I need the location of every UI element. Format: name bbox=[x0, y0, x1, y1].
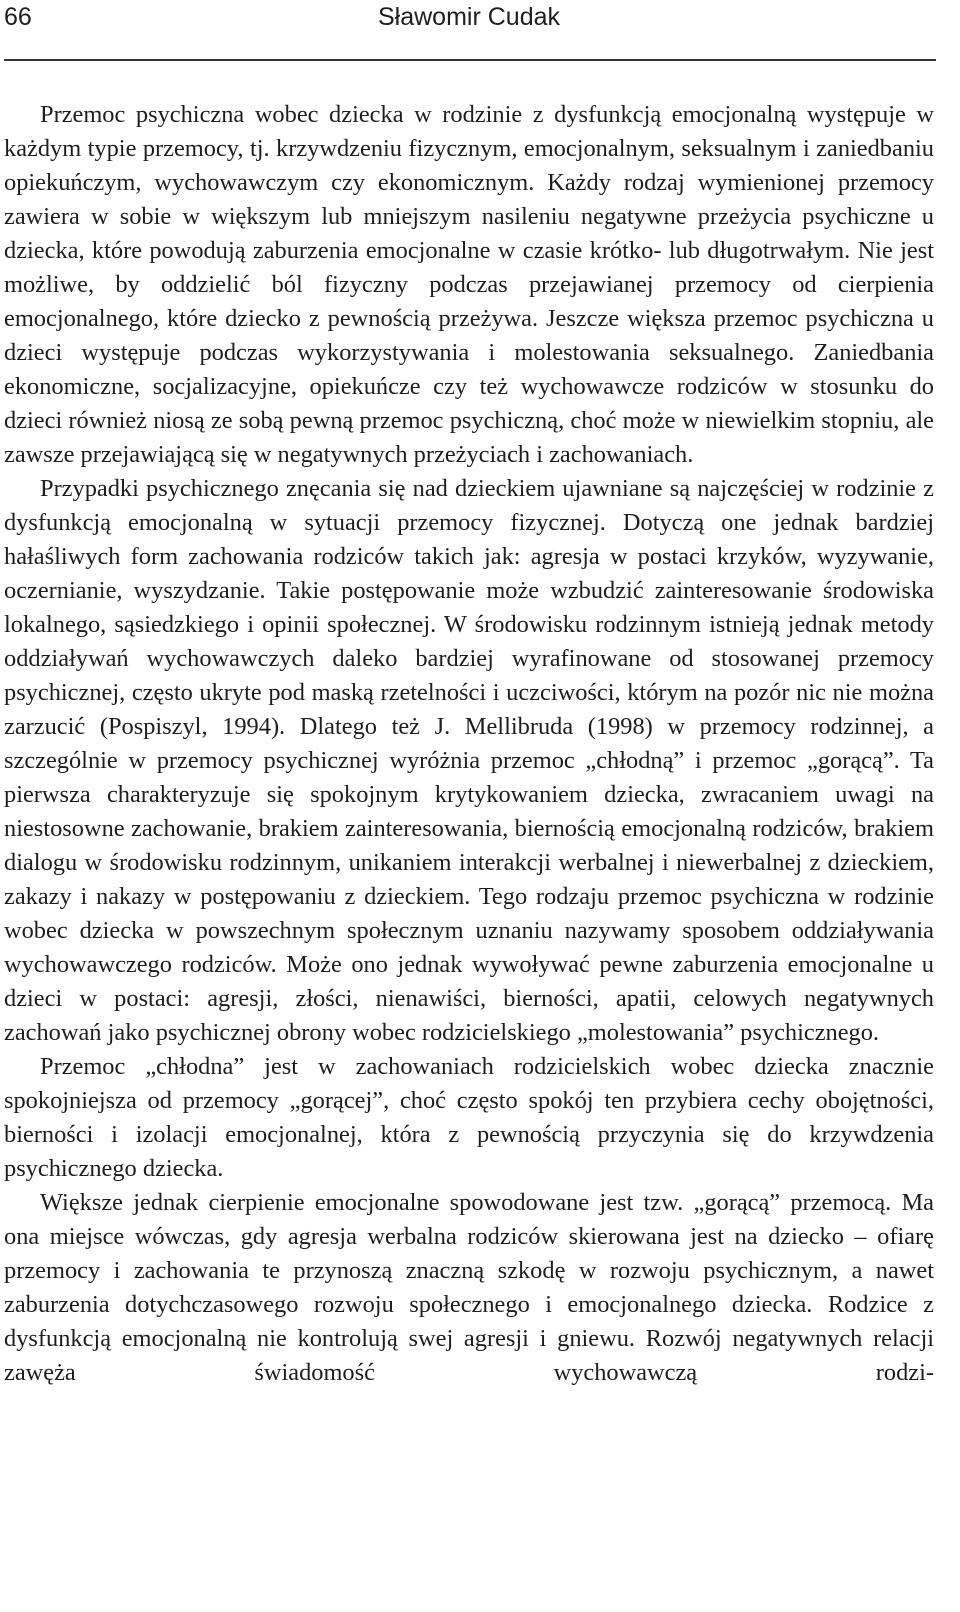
paragraph-3: Przemoc „chłodna” jest w zachowaniach rodzicielskich wobec dziecka znacznie spokojniejsza od przemocy „gorącej”, choć często spokój ten przybiera cechy obojętności, bierności i izolacji emocjonalnej, która z pewnością przyczynia się do krzywdzenia psychicznego dziecka. bbox=[4, 1053, 934, 1182]
paragraph-2: Przypadki psychicznego znęcania się nad dzieckiem ujawniane są najczęściej w rodzinie z dysfunkcją emocjonalną w sytuacji przemocy fizycznej. Dotyczą one jednak bardziej hałaśliwych form zachowania rodziców takich jak: agresja w postaci krzyków, wyzywanie, oczernianie, wyszydzanie. Takie postępowanie może wzbudzić zainteresowanie środowiska lokalnego, sąsiedzkiego i opinii społecznej. W środowisku rodzinnym istnieją jednak metody oddziaływań wychowawczych daleko bardziej wyrafinowane od stosowanej przemocy psychicznej, często ukryte pod maską rzetelności i uczciwości, którym na pozór nic nie można zarzucić (Pospiszyl, 1994). Dlatego też J. Mellibruda (1998) w przemocy rodzinnej, a szczególnie w przemocy psychicznej wyróżnia przemoc „chłodną” i przemoc „gorącą”. Ta pierwsza charakteryzuje się spokojnym krytykowaniem dziecka, zwracaniem uwagi na niestosowne zachowanie, brakiem zainteresowania, biernością emocjonalną rodziców, brakiem dialogu w środowisku rodzinnym, unikaniem interakcji werbalnej i niewerbalnej z dzieckiem, zakazy i nakazy w postępowaniu z dzieckiem. Tego rodzaju przemoc psychiczna w rodzinie wobec dziecka w powszechnym społecznym uznaniu nazywamy sposobem oddziaływania wychowawczego rodziców. Może ono jednak wywoływać pewne zaburzenia emocjonalne u dzieci w postaci: agresji, złości, nienawiści, bierności, apatii, celowych negatywnych zachowań jako psychicznej obrony wobec rodzicielskiego „molestowania” psychicznego. bbox=[4, 475, 934, 1046]
page-number: 66 bbox=[4, 3, 32, 31]
header-divider bbox=[4, 59, 936, 61]
paragraph-4: Większe jednak cierpienie emocjonalne spowodowane jest tzw. „gorącą” przemocą. Ma ona miejsce wówczas, gdy agresja werbalna rodziców skierowana jest na dziecko – ofiarę przemocy i zachowania te przynoszą znaczną szkodę w rozwoju psychicznym, a nawet zaburzenia dotychczasowego rozwoju społecznego i emocjonalnego dziecka. Rodzice z dysfunkcją emocjonalną nie kontrolują swej agresji i gniewu. Rozwój negatywnych relacji zawęża świadomość wychowawczą rodzi- bbox=[4, 1189, 934, 1386]
page-header bbox=[0, 0, 940, 40]
running-head-author: Sławomir Cudak bbox=[378, 3, 561, 31]
paragraph-1: Przemoc psychiczna wobec dziecka w rodzinie z dysfunkcją emocjonalną występuje w każdym typie przemocy, tj. krzywdzeniu fizycznym, emocjonalnym, seksualnym i zaniedbaniu opiekuńczym, wychowawczym czy ekonomicznym. Każdy rodzaj wymienionej przemocy zawiera w sobie w większym lub mniejszym nasileniu negatywne przeżycia psychiczne u dziecka, które powodują zaburzenia emocjonalne w czasie krótko- lub długotrwałym. Nie jest możliwe, by oddzielić ból fizyczny podczas przejawianej przemocy od cierpienia emocjonalnego, które dziecko z pewnością przeżywa. Jeszcze większa przemoc psychiczna u dzieci występuje podczas wykorzystywania i molestowania seksualnego. Zaniedbania ekonomiczne, socjalizacyjne, opiekuńcze czy też wychowawcze rodziców w stosunku do dzieci również niosą ze sobą pewną przemoc psychiczną, choć może w niewielkim stopniu, ale zawsze przejawiającą się w negatywnych przeżyciach i zachowaniach. bbox=[4, 101, 934, 468]
body-text bbox=[4, 98, 934, 1390]
